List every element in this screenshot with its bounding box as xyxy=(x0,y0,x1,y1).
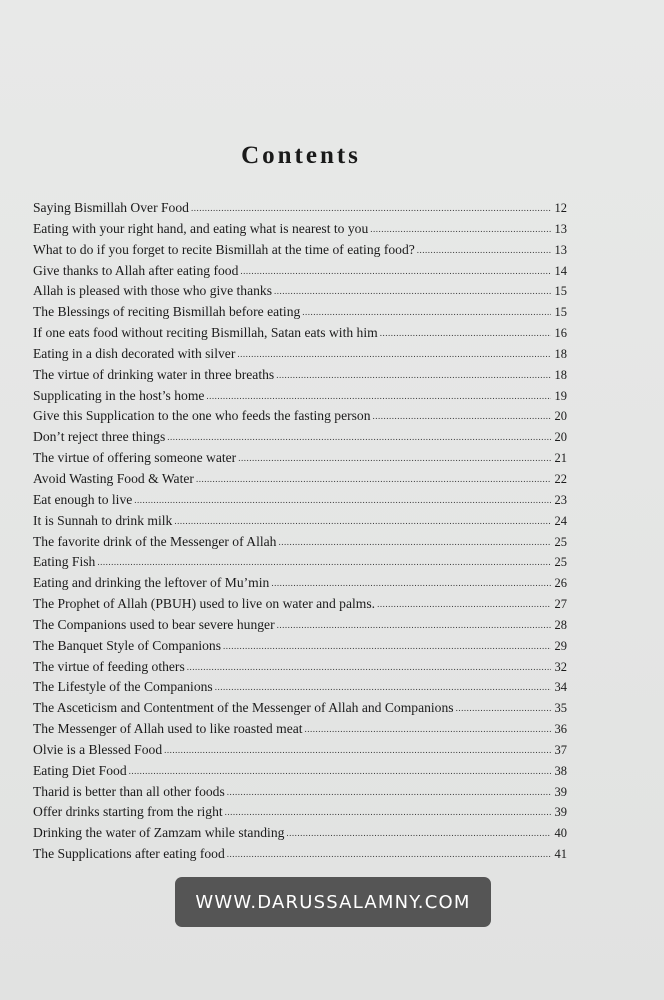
toc-entry xyxy=(33,261,567,282)
toc-entry-title: The Lifestyle of the Companions xyxy=(33,679,213,695)
leader-dots xyxy=(227,782,551,803)
toc-entry xyxy=(33,615,567,636)
leader-dots xyxy=(134,490,551,511)
toc-entry-page: 35 xyxy=(554,701,567,716)
page-title: Contents xyxy=(241,142,361,169)
toc-entry-title: It is Sunnah to drink milk xyxy=(33,512,173,528)
toc-entry-page: 14 xyxy=(554,263,567,278)
toc-entry xyxy=(33,636,567,657)
toc-entry-title: Tharid is better than all other foods xyxy=(33,783,225,799)
toc-entry-title: Eating and drinking the leftover of Mu’min xyxy=(33,575,270,591)
toc-entry xyxy=(33,406,567,427)
toc-entry-page: 28 xyxy=(554,617,567,632)
leader-dots xyxy=(191,198,551,219)
toc-entry-title: Give thanks to Allah after eating food xyxy=(33,262,239,278)
toc-entry-title: Supplicating in the host’s home xyxy=(33,387,205,403)
leader-dots xyxy=(97,552,551,573)
toc-entry xyxy=(33,532,567,553)
toc-entry-page: 19 xyxy=(554,388,567,403)
toc-entry xyxy=(33,219,567,240)
toc-entry xyxy=(33,740,567,761)
leader-dots xyxy=(129,761,551,782)
leader-dots xyxy=(373,406,551,427)
toc-entry-page: 21 xyxy=(554,451,567,466)
toc-entry-page: 15 xyxy=(554,284,567,299)
leader-dots xyxy=(377,594,551,615)
toc-entry xyxy=(33,365,567,386)
leader-dots xyxy=(305,719,551,740)
toc-entry xyxy=(33,573,567,594)
toc-entry-page: 39 xyxy=(554,805,567,820)
toc-entry-title: The Blessings of reciting Bismillah before eating xyxy=(33,304,301,320)
leader-dots xyxy=(417,240,551,261)
toc-entry-page: 32 xyxy=(554,659,567,674)
toc-entry-title: Allah is pleased with those who give thanks xyxy=(33,283,272,299)
toc-entry xyxy=(33,823,567,844)
toc-entry xyxy=(33,198,567,219)
toc-entry-page: 36 xyxy=(554,722,567,737)
toc-entry xyxy=(33,386,567,407)
leader-dots xyxy=(277,615,551,636)
toc-entry-page: 29 xyxy=(554,638,567,653)
toc-entry-title: The virtue of offering someone water xyxy=(33,450,237,466)
toc-entry-title: What to do if you forget to recite Bismillah at the time of eating food? xyxy=(33,241,415,257)
toc-entry-page: 18 xyxy=(554,367,567,382)
toc-entry-page: 24 xyxy=(554,513,567,528)
toc-entry-page: 41 xyxy=(554,847,567,862)
toc-entry xyxy=(33,469,567,490)
toc-entry-page: 26 xyxy=(554,576,567,591)
toc-entry-page: 13 xyxy=(554,242,567,257)
leader-dots xyxy=(370,219,551,240)
toc-entry-title: Eating Fish xyxy=(33,554,96,570)
toc-entry-title: The virtue of drinking water in three breaths xyxy=(33,366,275,382)
toc-entry-page: 23 xyxy=(554,492,567,507)
toc-entry-page: 16 xyxy=(554,326,567,341)
toc-entry xyxy=(33,490,567,511)
leader-dots xyxy=(286,823,551,844)
leader-dots xyxy=(196,469,551,490)
leader-dots xyxy=(380,323,551,344)
toc-entry-title: The Supplications after eating food xyxy=(33,846,225,862)
leader-dots xyxy=(225,802,551,823)
leader-dots xyxy=(302,302,551,323)
toc-entry-title: Eating in a dish decorated with silver xyxy=(33,345,236,361)
leader-dots xyxy=(238,448,551,469)
toc-entry-title: Give this Supplication to the one who feeds the fasting person xyxy=(33,408,371,424)
leader-dots xyxy=(223,636,551,657)
toc-entry-page: 25 xyxy=(554,555,567,570)
toc-entry xyxy=(33,594,567,615)
toc-entry-page: 40 xyxy=(554,826,567,841)
leader-dots xyxy=(240,261,551,282)
toc-entry xyxy=(33,802,567,823)
toc-entry-page: 13 xyxy=(554,221,567,236)
toc-entry-page: 27 xyxy=(554,597,567,612)
toc-entry xyxy=(33,761,567,782)
leader-dots xyxy=(174,511,551,532)
toc-entry-title: If one eats food without reciting Bismillah, Satan eats with him xyxy=(33,325,378,341)
toc-entry-title: The Messenger of Allah used to like roasted meat xyxy=(33,721,303,737)
toc-entry xyxy=(33,427,567,448)
toc-entry-title: The Banquet Style of Companions xyxy=(33,637,222,653)
toc-entry-title: Don’t reject three things xyxy=(33,429,166,445)
toc-entry xyxy=(33,240,567,261)
toc-entry-title: The virtue of feeding others xyxy=(33,658,185,674)
toc-entry-title: Olvie is a Blessed Food xyxy=(33,741,163,757)
leader-dots xyxy=(167,427,551,448)
leader-dots xyxy=(237,344,551,365)
toc-entry-page: 38 xyxy=(554,763,567,778)
toc-entry-title: Avoid Wasting Food & Water xyxy=(33,470,194,486)
toc-entry xyxy=(33,281,567,302)
leader-dots xyxy=(187,657,551,678)
toc-entry-title: Saying Bismillah Over Food xyxy=(33,200,189,215)
toc-entry-title: The Companions used to bear severe hunger xyxy=(33,616,275,632)
toc-entry-title: Eating with your right hand, and eating what is nearest to you xyxy=(33,220,369,236)
leader-dots xyxy=(206,386,551,407)
leader-dots xyxy=(456,698,551,719)
toc-entry-page: 20 xyxy=(554,409,567,424)
leader-dots xyxy=(276,365,551,386)
toc-entry xyxy=(33,302,567,323)
toc-entry-page: 37 xyxy=(554,742,567,757)
toc-entry-page: 15 xyxy=(554,305,567,320)
table-of-contents xyxy=(33,198,567,865)
toc-entry-page: 12 xyxy=(554,201,567,215)
toc-entry xyxy=(33,719,567,740)
leader-dots xyxy=(271,573,551,594)
toc-entry xyxy=(33,511,567,532)
toc-entry-page: 18 xyxy=(554,346,567,361)
toc-entry xyxy=(33,782,567,803)
toc-entry-page: 22 xyxy=(554,471,567,486)
toc-entry-title: The Asceticism and Contentment of the Messenger of Allah and Companions xyxy=(33,700,454,716)
toc-entry xyxy=(33,657,567,678)
toc-entry xyxy=(33,844,567,865)
leader-dots xyxy=(274,281,551,302)
toc-entry-page: 39 xyxy=(554,784,567,799)
toc-entry xyxy=(33,698,567,719)
leader-dots xyxy=(278,532,551,553)
toc-entry xyxy=(33,448,567,469)
leader-dots xyxy=(227,844,551,865)
leader-dots xyxy=(164,740,551,761)
watermark-banner: WWW.DARUSSALAMNY.COM xyxy=(175,877,491,927)
toc-entry xyxy=(33,323,567,344)
toc-entry-title: The favorite drink of the Messenger of Allah xyxy=(33,533,277,549)
toc-entry-page: 34 xyxy=(554,680,567,695)
toc-entry xyxy=(33,344,567,365)
toc-entry xyxy=(33,677,567,698)
toc-entry-page: 25 xyxy=(554,534,567,549)
toc-entry-title: The Prophet of Allah (PBUH) used to live on water and palms. xyxy=(33,596,376,612)
toc-entry xyxy=(33,552,567,573)
toc-entry-title: Eat enough to live xyxy=(33,491,133,507)
leader-dots xyxy=(215,677,551,698)
toc-entry-title: Drinking the water of Zamzam while standing xyxy=(33,825,285,841)
toc-entry-title: Eating Diet Food xyxy=(33,762,127,778)
toc-entry-page: 20 xyxy=(554,430,567,445)
toc-entry-title: Offer drinks starting from the right xyxy=(33,804,223,820)
